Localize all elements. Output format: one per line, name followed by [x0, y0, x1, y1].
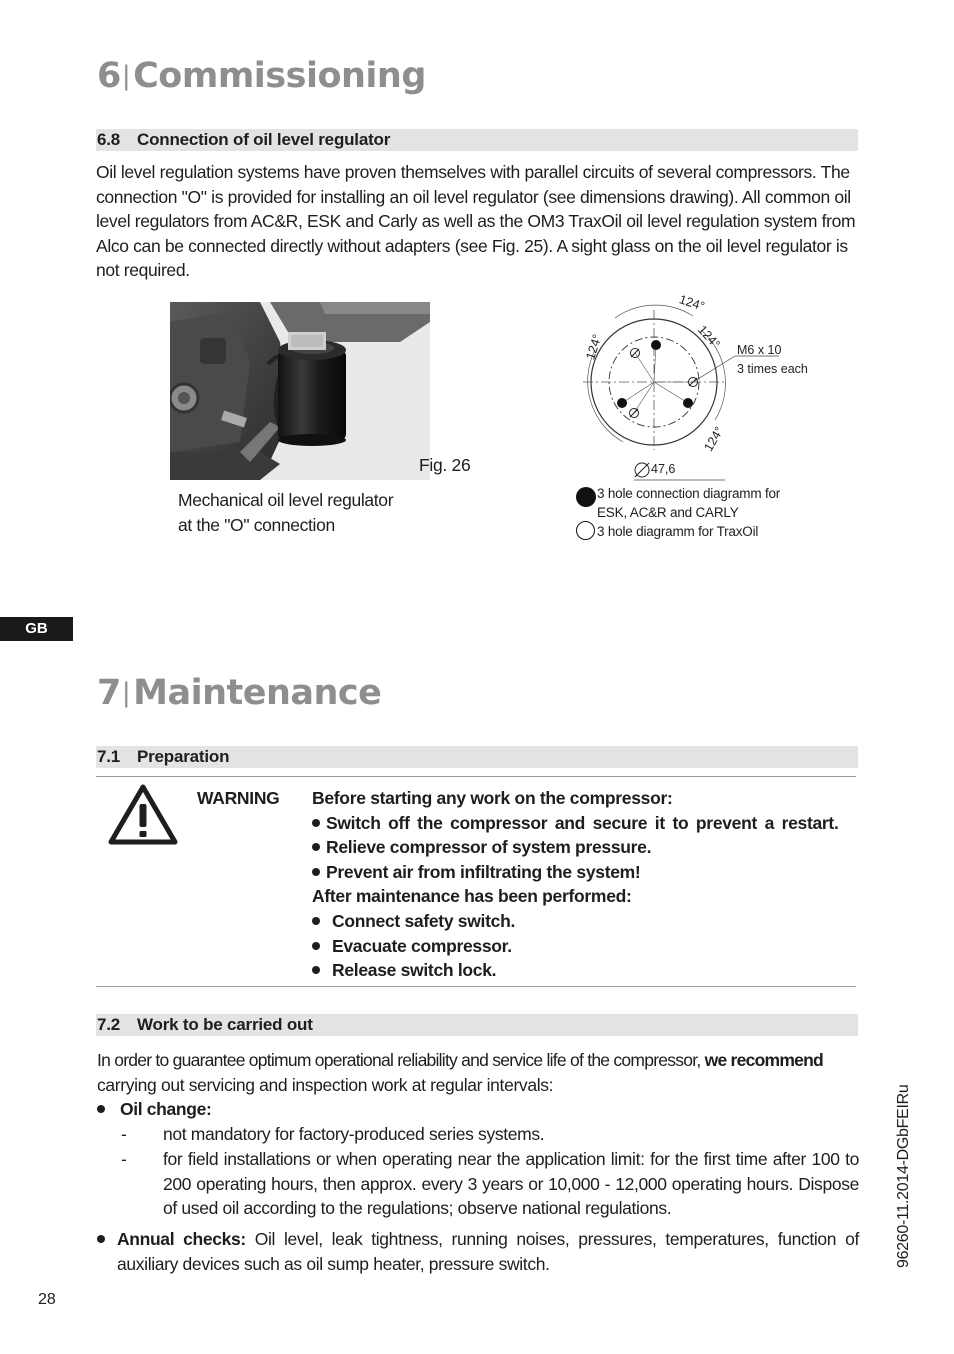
angle-label-upper-right: 124° [695, 322, 723, 352]
chapter-separator: | [121, 678, 131, 708]
legend-filled-line-1: 3 hole connection diagramm for [597, 486, 781, 501]
annual-text: Oil level, leak tightness, running noises, pressures, temperatures, function of auxiliary devices such as oil sump heater, pressure switch. [117, 1229, 859, 1274]
before-item [312, 860, 640, 885]
bullet-icon [312, 819, 320, 827]
chapter-6-heading [97, 56, 426, 96]
oil-item-2: for field installations or when operating near the application limit: for the first time after 100 to 200 operating hours, then approx. every 3 years or 10,000 - 12,000 operating hours. Dispose of used oil according to the regulations; observe national regulations. [163, 1149, 859, 1219]
intro-line-1 [97, 1048, 859, 1073]
section-number: 7.1 [97, 747, 121, 766]
section-6-8-header [96, 129, 858, 151]
after-item-text: Evacuate compressor. [332, 936, 512, 956]
section-7-1-header [96, 746, 858, 768]
legend-filled-text [597, 484, 780, 522]
figure-label: Fig. 26 [419, 455, 471, 475]
screw-label: M6 x 10 [737, 343, 782, 357]
before-item-text: Relieve compressor of system pressure. [326, 837, 652, 857]
screw-note: 3 times each [737, 362, 808, 376]
oil-regulator-photo [170, 302, 430, 480]
chapter-number: 6 [97, 56, 121, 96]
chapter-number: 7 [97, 673, 121, 713]
angle-label-lower-right: 124° [701, 424, 727, 454]
page-number: 28 [38, 1291, 56, 1308]
angle-label-left: 124° [583, 332, 605, 362]
language-tab: GB [0, 617, 73, 641]
bullet-icon [312, 942, 320, 950]
filled-hole [651, 340, 661, 350]
section-title: Preparation [137, 747, 230, 766]
bullet-icon [312, 868, 320, 876]
before-heading: Before starting any work on the compressor: [312, 788, 673, 808]
photo-caption-line-2: at the "O" connection [178, 514, 335, 535]
after-heading: After maintenance has been performed: [312, 886, 632, 906]
intro-plain: In order to guarantee optimum operational reliability and service life of the compressor, [97, 1050, 701, 1070]
section-number: 7.2 [97, 1015, 121, 1034]
open-circle-legend-icon [576, 521, 595, 540]
section-7-2-header [96, 1014, 858, 1036]
warning-triangle-icon [108, 784, 178, 846]
divider-bottom [96, 986, 856, 987]
before-item [312, 835, 651, 860]
angle-label-top: 124° [677, 292, 707, 314]
divider-top [96, 776, 856, 777]
after-item [312, 934, 512, 959]
after-item-text: Connect safety switch. [332, 911, 516, 931]
section-number: 6.8 [97, 130, 121, 149]
section-title: Connection of oil level regulator [137, 130, 391, 149]
before-item-text: Switch off the compressor and secure it to prevent a restart. [326, 813, 839, 833]
bullet-icon [312, 917, 320, 925]
chapter-separator: | [121, 61, 131, 91]
warning-label: WARNING [197, 788, 280, 808]
after-item-text: Release switch lock. [332, 960, 497, 980]
section-title: Work to be carried out [137, 1015, 313, 1034]
bullet-icon [312, 966, 320, 974]
legend-filled-line-2: ESK, AC&R and CARLY [597, 505, 739, 520]
filled-circle-legend-icon [576, 487, 596, 507]
photo-caption-line-1: Mechanical oil level regulator [178, 490, 394, 510]
filled-hole [617, 398, 627, 408]
dash-marker: - [121, 1149, 127, 1169]
chapter-7-heading [97, 673, 381, 713]
chapter-title: Maintenance [133, 673, 382, 713]
bullet-icon [97, 1105, 105, 1113]
bullet-icon [312, 843, 320, 851]
bullet-icon [97, 1235, 105, 1243]
filled-hole [683, 398, 693, 408]
before-item [312, 811, 839, 836]
chapter-title: Commissioning [133, 56, 426, 96]
diameter-label: 47,6 [651, 462, 676, 476]
annual-label: Annual checks: [117, 1229, 246, 1249]
dash-marker: - [121, 1124, 127, 1144]
annual-checks [117, 1227, 859, 1276]
after-item [312, 958, 496, 983]
oil-item-1: not mandatory for factory-produced series systems. [163, 1124, 545, 1144]
after-item [312, 909, 515, 934]
oil-change-label: Oil change: [120, 1099, 212, 1119]
photo-caption [178, 488, 393, 537]
intro-line-2: carrying out servicing and inspection work at regular intervals: [97, 1075, 554, 1095]
document-code: 96260-11.2014-DGbFEIRu [895, 1084, 912, 1268]
before-item-text: Prevent air from infiltrating the system! [326, 862, 641, 882]
legend-open-text: 3 hole diagramm for TraxOil [597, 524, 759, 539]
hole-pattern-diagram [575, 290, 815, 486]
section-6-8-paragraph: Oil level regulation systems have proven themselves with parallel circuits of several compressors. The connection "O" is provided for installing an oil level regulator (see dimensions drawing). All common oil level regulators from AC&R, ESK and Carly as well as the OM3 TraxOil oil level regulation system from Alco can be connected directly without adapters (see Fig. 25). A sight glass on the oil level regulator is not required. [96, 162, 856, 281]
intro-bold: we recommend [704, 1050, 823, 1070]
